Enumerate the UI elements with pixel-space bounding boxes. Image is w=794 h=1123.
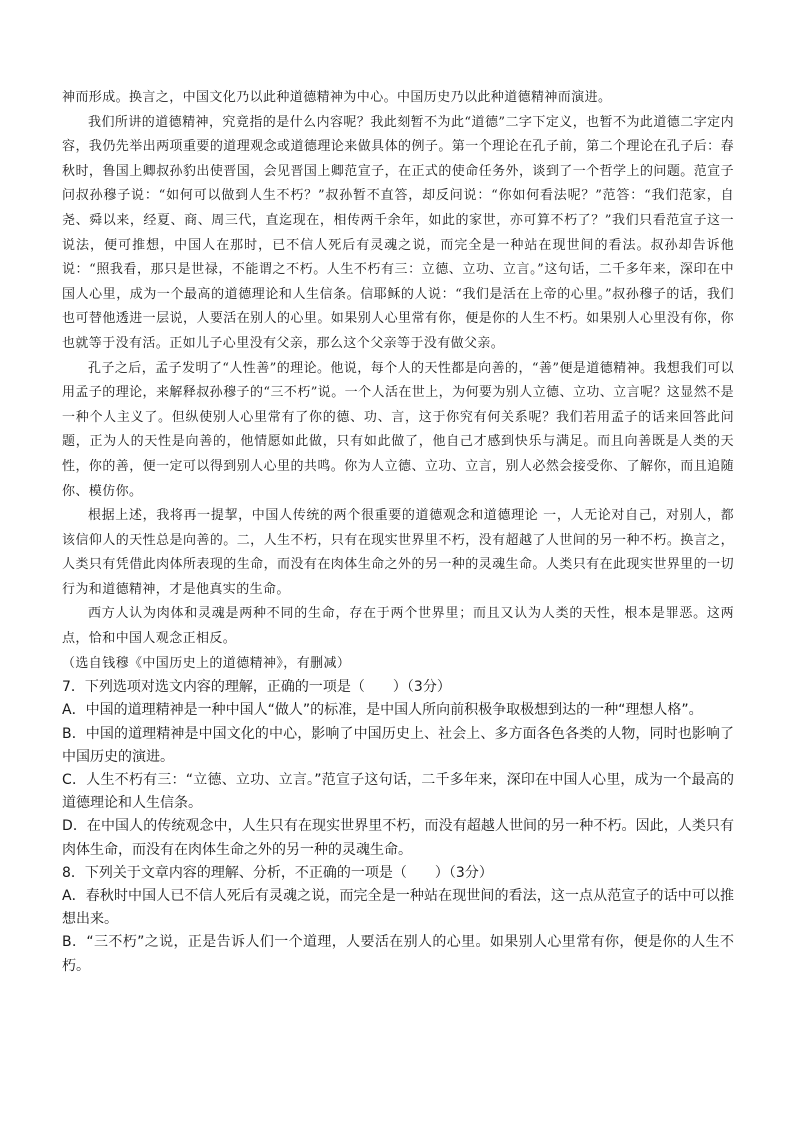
passage-paragraph: 神而形成。换言之，中国文化乃以此种道德精神为中心。中国历史乃以此种道德精神而演进。 [62,90,612,105]
document-page [62,86,734,978]
reading-passage [62,86,734,676]
question-option: D．在中国人的传统观念中，人生只有在现实世界里不朽，而没有超越人世间的另一种不朽。因此，人类只有肉体生命，而没有在肉体生命之外的另一种的灵魂生命。 [62,818,734,858]
passage-paragraph: 孔子之后，孟子发明了“人性善”的理论。他说，每个人的天性都是向善的，“善”便是道德精神。我想我们可以用孟子的理论，来解释叔孙穆子的“三不朽”说。一个人活在世上，为何要为别人立德、立功、立言呢？这显然不是一种个人主义了。但纵使别人心里常有了你的德、功、言，这于你究有何关系呢？我们若用孟子的话来回答此问题，正为人的天性是向善的，他情愿如此做，只有如此做了，他自己才感到快乐与满足。而且向善既是人类的天性，你的善，便一定可以得到别人心里的共鸣。你为人立德、立功、立言，别人必然会接受你、了解你，而且追随你、模仿你。 [62,360,734,499]
passage-paragraph: 我们所讲的道德精神，究竟指的是什么内容呢？我此刻暂不为此“道德”二字下定义，也暂不为此道德二字定内容，我仍先举出两项重要的道理观念或道德理论来做具体的例子。第一个理论在孔子前，第二个理论在孔子后：春秋时，鲁国上卿叔孙豹出使晋国，会见晋国上卿范宣子，在正式的使命任务外，谈到了一个哲学上的问题。范宣子问叔孙穆子说：“如何可以做到人生不朽？”叔孙暂不直答，却反问说：“你如何看法呢？”范答：“我们范家，自尧、舜以来，经夏、商、周三代，直迄现在，相传两千余年，如此的家世，亦可算不朽了？”我们只看范宣子这一说法，便可推想，中国人在那时，已不信人死后有灵魂之说，而完全是一种站在现世间的看法。叔孙却告诉他说：“照我看，那只是世禄，不能谓之不朽。人生不朽有三：立德、立功、立言。”这句话，二千多年来，深印在中国人心里，成为一个最高的道德理论和人生信条。信耶稣的人说：“我们是活在上帝的心里。”叔孙穆子的话，我们也可替他透进一层说，人要活在别人的心里。如果别人心里常有你，便是你的人生不朽。如果别人心里没有你，你也就等于没有活。正如儿子心里没有父亲，那么这个父亲等于没有做父亲。 [62,114,734,351]
question-stem: 7．下列选项对选文内容的理解，正确的一项是（ ）（3分） [62,679,451,696]
question-7 [62,676,734,862]
question-section [62,676,734,978]
question-option: B．中国的道理精神是中国文化的中心，影响了中国历史上、社会上、多方面各色各类的人物，同时也影响了中国历史的演进。 [62,725,734,765]
question-stem: 8．下列关于文章内容的理解、分析，不正确的一项是（ ）（3分） [62,864,493,881]
passage-paragraph: 根据上述，我将再一提挈，中国人传统的两个很重要的道德观念和道德理论 一，人无论对自己，对别人，都该信仰人的天性总是向善的。二，人生不朽，只有在现实世界里不朽，没有超越了人世间的另一种不朽。换言之，人类只有凭借此肉体所表现的生命，而没有在肉体生命之外的另一种的灵魂生命。人类只有在此现实世界里的一切行为和道德精神，才是他真实的生命。 [62,508,734,597]
question-option: A．春秋时中国人已不信人死后有灵魂之说，而完全是一种站在现世间的看法，这一点从范宣子的话中可以推想出来。 [62,888,734,928]
question-option: B．“三不朽”之说，正是告诉人们一个道理，人要活在别人的心里。如果别人心里常有你，便是你的人生不朽。 [62,934,734,974]
question-8 [62,862,734,978]
question-option: C．人生不朽有三：“立德、立功、立言。”范宣子这句话，二千多年来，深印在中国人心里，成为一个最高的道德理论和人生信条。 [62,772,734,812]
passage-source: （选自钱穆《中国历史上的道德精神》，有删减） [62,655,351,671]
passage-paragraph: 西方人认为肉体和灵魂是两种不同的生命，存在于两个世界里；而且又认为人类的天性，根本是罪恶。这两点，恰和中国人观念正相反。 [62,606,734,647]
question-option: A．中国的道理精神是一种中国人“做人”的标准，是中国人所向前积极争取极想到达的一种“理想人格”。 [62,702,703,719]
